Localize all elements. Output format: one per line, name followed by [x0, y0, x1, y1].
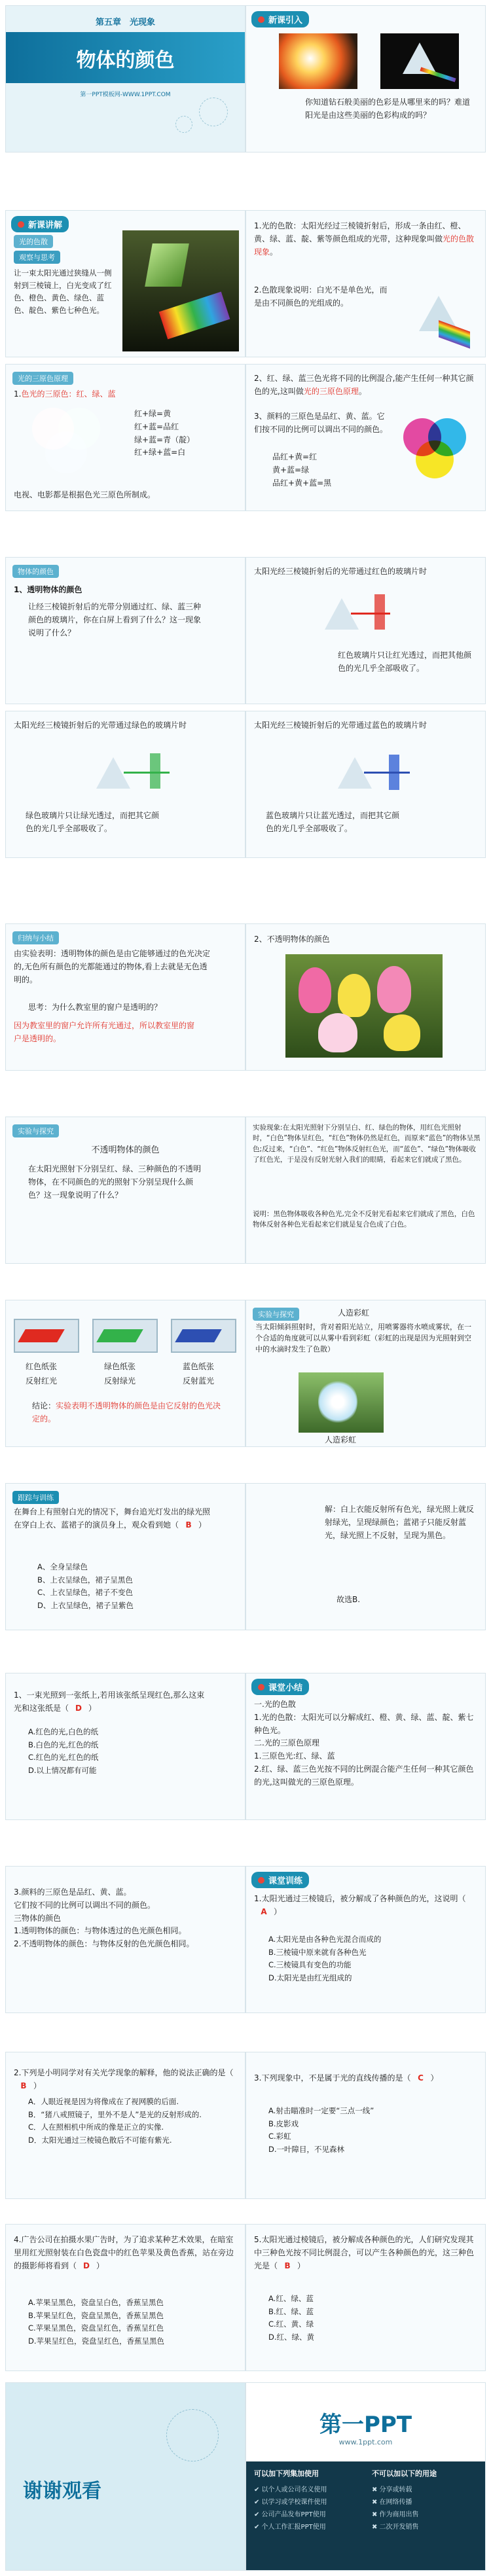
slide-opaque[interactable] [245, 923, 486, 1071]
conclusion-text: 由实验表明：透明物体的颜色是由它能够通过的色光决定的,无色所有颜色的光都能通过的物体,看上去就是无色透明的。 [14, 949, 211, 984]
slide-transparent[interactable] [5, 557, 245, 704]
section-heading: 不透明物体的颜色 [91, 1145, 160, 1155]
reflect-label: 反射绿光 [104, 1376, 136, 1386]
reflect-label: 反射蓝光 [183, 1376, 215, 1386]
question-text: 2.下列是小明同学对有关光学现象的解释，他的说法正确的是（B ） [14, 2067, 236, 2093]
slide-heading: 人造彩虹 [338, 1308, 370, 1317]
principle-text: 2、红、绿、蓝三色光将不同的比例混合,能产生任何一种其它颜色的光,这叫做光的三原色原理。 [254, 374, 474, 396]
answer-choice: C [418, 2073, 424, 2083]
slide-practice-stage[interactable] [5, 1483, 245, 1630]
prism-illustration [402, 293, 474, 351]
result-text: 绿色玻璃片只让绿光透过，而把其它颜色的光几乎全部吸收了。 [26, 811, 160, 833]
slide-summary-transparent[interactable] [5, 923, 245, 1071]
slide-training-2[interactable] [5, 2052, 245, 2199]
option-list: A.射击瞄准时一定要“三点一线” B.皮影戏 C.彩虹 D.一叶障目，不见森林 [268, 2106, 374, 2154]
section-header: 新课讲解 [11, 216, 69, 232]
reflect-label: 反射红光 [26, 1376, 58, 1386]
sub-header: 观察与思考 [14, 251, 60, 264]
rainbow-photo [299, 1372, 384, 1433]
tulip-photo [285, 954, 443, 1058]
paper-label: 绿色纸张 [104, 1362, 136, 1371]
slide-intro[interactable] [245, 5, 486, 152]
answer-text: 因为教室里的窗户允许所有光通过，所以教室里的窗户是透明的。 [14, 1021, 195, 1043]
slide-training-1[interactable] [245, 1866, 486, 2013]
diamond-image [279, 33, 357, 89]
result-text: 蓝色玻璃片只让蓝光透过，而把其它颜色的光几乎全部吸收了。 [266, 811, 400, 833]
answer-choice: A [261, 1906, 267, 1916]
pigment-formulas: 品红+黄=红 黄+蓝=绿 品红+黄+蓝=黑 [272, 452, 332, 488]
slide-paper-colors[interactable] [5, 1300, 245, 1447]
usage-denied-list: ✖ 分享或转载 ✖ 在网络传播 ✖ 作为商用出售 ✖ 二次开发销售 [372, 2486, 419, 2531]
question-text: 3.下列现象中，不是属于光的直线传播的是（ C ） [254, 2072, 477, 2085]
definition-text: 1.光的色散：太阳光经过三棱镜折射后，形成一条由红、橙、黄、绿、蓝、靛、紫等颜色组成的光带，这种现象叫做光的色散现象。 [254, 221, 475, 257]
option-list: A．人眼近视是因为将像成在了视网膜的后面. B．“猪八戒照镜子，里外不是人”是光的反射形成的. C．人在照相机中所成的像是正立的实像. D．太阳光通过三棱镜色散后不可能有紫光. [28, 2097, 202, 2145]
question-text: 让经三棱镜折射后的光带分别通过红、绿、蓝三种颜色的玻璃片，你在白屏上看到了什么？这一现象说明了什么？ [28, 602, 202, 637]
slide-brand[interactable] [245, 2382, 486, 2571]
slide-opaque-result[interactable] [245, 1117, 486, 1264]
slide-primary-colors[interactable] [5, 364, 245, 511]
solution-answer: 故选B. [336, 1595, 361, 1604]
slide-thanks[interactable] [5, 2382, 245, 2571]
dandelion-icon [199, 98, 228, 126]
thanks-title: 谢谢观看 [23, 2480, 101, 2503]
beam-icon [124, 772, 170, 774]
dispersion-text: 让一束太阳光通过狭缝从一侧射到三棱镜上，白光变成了红色、橙色、黄色、绿色、蓝色、靛色、紫色七种色光。 [14, 268, 112, 315]
explanation-text: 2.色散现象说明：白光不是单色光，而是由不同颜色的光组成的。 [254, 285, 388, 308]
sub-header: 跟踪与训练 [12, 1491, 59, 1504]
cmy-venn-diagram [403, 418, 469, 484]
phenomenon-text: 实验现象:在太阳光照射下分别呈白、红、绿色的物体，用红色光照射时，“白色”物体呈红色，“红色”物体仍然是红色，而原来“蓝色”的物体呈黑色;反过来，“白色”、“红色”物体反射红色光，而“蓝色”、“绿色”物体吸收了红色光，于是没有反射光射入我们的眼睛，看起来它们就成了黑色。 [253, 1124, 481, 1164]
slide-opaque-experiment[interactable] [5, 1117, 245, 1264]
section-header: 新课引入 [251, 11, 309, 27]
explanation-text: 说明：黑色物体吸收各种色光,完全不反射光看起来它们就成了黑色，白色物体反射各种色光看起来它们就是复合色成了白色。 [253, 1210, 475, 1229]
paper-label: 红色纸张 [26, 1362, 58, 1371]
question-text: 1.太阳光通过三棱镜后，被分解成了各种颜色的光，这说明（A ） [254, 1893, 477, 1919]
result-text: 红色玻璃片只让红光透过，而把其他颜色的光几乎全部吸收了。 [338, 651, 472, 673]
answer-choice: D [83, 2261, 90, 2270]
photo-caption: 人造彩虹 [325, 1435, 357, 1444]
prism-image [380, 33, 459, 89]
chapter-label: 第五章 光现象 [95, 18, 155, 27]
experiment-text: 太阳光经三棱镜折射后的光带通过红色的玻璃片时 [254, 567, 427, 576]
dandelion-icon [175, 116, 192, 133]
slide-pigment[interactable] [245, 364, 486, 511]
option-list: A、全身呈绿色 B、上衣呈绿色，裙子呈黑色 C、上衣呈绿色，裙子不变色 D、上衣呈绿色，裙子呈紫色 [37, 1562, 134, 1610]
question-text: 在太阳光照射下分别呈红、绿、三种颜色的不透明物体，在不同颜色的光的照射下分别呈现什么颜色？这一现象说明了什么？ [28, 1164, 202, 1200]
option-list: A.红色的光,白色的纸 B.白色的光,红色的纸 C.红色的光,红色的纸 D.以上情况都有可能 [28, 1727, 99, 1775]
option-list: A.苹果呈黑色，瓷盘呈白色，香蕉呈黑色 B.苹果呈红色，瓷盘呈黑色，香蕉呈黑色 C.苹果呈黑色，瓷盘呈红色，香蕉呈红色 D.苹果呈红色，瓷盘呈红色，香蕉呈黑色 [28, 2298, 165, 2346]
answer-choice: B [20, 2081, 27, 2090]
blue-paper-icon [171, 1319, 236, 1353]
sub-header: 光的色散 [14, 235, 53, 248]
summary-list: 3.颜料的三原色是品红、黄、蓝。 它们按不同的比例可以调出不同的颜色。 三物体的颜色 1.透明物体的颜色：与物体透过的色光颜色相同。 2.不透明物体的颜色：与物体反射的色光颜色相同。 [14, 1887, 194, 1949]
green-glass-icon [150, 753, 160, 789]
beam-icon [351, 613, 390, 615]
answer-choice: B [185, 1520, 192, 1530]
summary-list: 一.光的色散 1.光的色散：太阳光可以分解成红、橙、黄、绿、蓝、靛、紫七种色光。 二.光的三原色原理 1.三原色光:红、绿、蓝 2.红、绿、蓝三色光按不同的比例混合能产生任何一种其它颜色的光,这叫做光的三原色原理。 [254, 1700, 474, 1787]
slide-red-glass[interactable] [245, 557, 486, 704]
sub-header: 实验与探究 [253, 1308, 299, 1321]
section-header: 课堂训练 [251, 1872, 309, 1888]
brand-logo: 第一PPT [319, 2412, 412, 2438]
intro-text: 你知道钻石般美丽的色彩是从哪里来的吗？难道阳光是由这些美丽的色彩构成的吗？ [305, 98, 471, 120]
tv-note: 电视、电影都是根据色光三原色所制成。 [14, 490, 156, 499]
rainbow-text: 当太阳倾斜照射时，背对着阳光站立，用喷雾器将水喷成雾状，在一个合适的角度就可以从雾中看到彩虹（彩虹的出现是因为光照射到空中的水滴时发生了色散） [255, 1323, 471, 1354]
sub-header: 实验与探究 [12, 1124, 59, 1137]
conclusion-text: 结论：实验表明不透明物体的颜色是由它反射的色光决定的。 [32, 1401, 221, 1423]
section-heading: 2、不透明物体的颜色 [254, 935, 330, 944]
sub-header: 物体的颜色 [12, 565, 59, 578]
experiment-text: 太阳光经三棱镜折射后的光带通过绿色的玻璃片时 [14, 721, 187, 730]
option-list: A.红、绿、蓝 B.红、绿、蓝 C.红、黄、绿 D.红、绿、黄 [268, 2294, 315, 2342]
slide-blue-glass[interactable] [245, 711, 486, 858]
dandelion-icon [166, 2409, 219, 2461]
slide-training-5[interactable] [245, 2224, 486, 2371]
paper-label: 蓝色纸张 [183, 1362, 215, 1371]
usage-panel [246, 2461, 486, 2571]
slide-training-4[interactable] [5, 2224, 245, 2371]
pigment-text: 3、颜料的三原色是品红、黄、蓝。它们按不同的比例可以调出不同的颜色。 [254, 412, 388, 434]
slide-rainbow[interactable] [245, 1300, 486, 1447]
green-paper-icon [92, 1319, 158, 1353]
question-text: 5.太阳光通过棱镜后，被分解成各种颜色的光，人们研究发现其中三种色光按不同比例混合，可以产生各种颜色的光，这三种色光是（ B ） [254, 2234, 477, 2272]
usage-allowed-title: 可以加下列集加使用 [254, 2469, 319, 2478]
bullet-icon [18, 221, 24, 228]
question-text: 1、一束光照到一张纸上,若用该张纸呈现红色,那么这束光和这张纸是（ D ） [14, 1689, 210, 1715]
red-glass-icon [374, 594, 385, 630]
slide-summary-cont[interactable] [5, 1866, 245, 2013]
bullet-icon [258, 1877, 264, 1884]
brand-site: www.1ppt.com [338, 2438, 393, 2446]
usage-allowed-list: ✔ 以个人或公司名义使用 ✔ 以学习或学校课件使用 ✔ 公司产品发布PPT使用 ✔ 个人工作汇报PPT使用 [254, 2486, 327, 2531]
bullet-icon [258, 16, 264, 23]
sub-header: 归纳与小结 [12, 931, 59, 944]
sub-header: 光的三原色原理 [12, 372, 73, 385]
question-text: 思考：为什么教室里的窗户是透明的？ [28, 1003, 162, 1012]
option-list: A.太阳光是由各种色光混合而成的 B.三棱镜中原来就有各种色光 C.三棱镜具有变色的功能 D.太阳光是由红光组成的 [268, 1935, 382, 1982]
slide-green-glass[interactable] [5, 711, 245, 858]
answer-choice: B [284, 2261, 291, 2270]
question-text: 4.广告公司在拍摄水果广告时，为了追求某种艺术效果，在暗室里用红光照射装在白色瓷盘中的红色苹果及黄色香蕉，站在旁边的摄影师将看到（ D ） [14, 2234, 236, 2272]
experiment-text: 太阳光经三棱镜折射后的光带通过蓝色的玻璃片时 [254, 721, 427, 730]
red-paper-icon [14, 1319, 79, 1353]
formula-list: 红+绿=黄 红+蓝=品红 绿+蓝=青（靛） 红+绿+蓝=白 [134, 409, 195, 457]
slide-quiz-paper[interactable] [5, 1673, 245, 1820]
beam-icon [364, 772, 410, 774]
section-header: 课堂小结 [251, 1679, 309, 1695]
rgb-venn-diagram [32, 408, 104, 476]
slide-dispersion-def[interactable] [245, 210, 486, 357]
solution-text: 解：白上衣能反射所有色光，绿光照上就反射绿光，呈现绿颜色；蓝裙子只能反射蓝光，绿光照上不反射，呈现为黑色。 [325, 1505, 475, 1540]
slide-training-3[interactable] [245, 2052, 486, 2199]
site-label: 第一PPT模板网-WWW.1PPT.COM [80, 92, 171, 98]
primary-colors-line: 1.色光的三原色：红、绿、蓝 [14, 389, 116, 399]
slide-practice-solution[interactable] [245, 1483, 486, 1630]
answer-choice: D [75, 1703, 82, 1713]
bullet-icon [258, 1684, 264, 1690]
section-heading: 1、透明物体的颜色 [14, 585, 82, 594]
usage-denied-title: 不可以加以下的用途 [372, 2469, 437, 2478]
slide-title[interactable] [5, 5, 245, 152]
page-title: 物体的颜色 [76, 49, 175, 72]
prism-photo [122, 230, 239, 351]
question-text: 在舞台上有照射白光的情况下，舞台追光灯发出的绿光照在穿白上衣、蓝裙子的演员身上，观众看到她（ B ） [14, 1506, 210, 1532]
slide-class-summary[interactable] [245, 1673, 486, 1820]
slide-dispersion[interactable] [5, 210, 245, 357]
